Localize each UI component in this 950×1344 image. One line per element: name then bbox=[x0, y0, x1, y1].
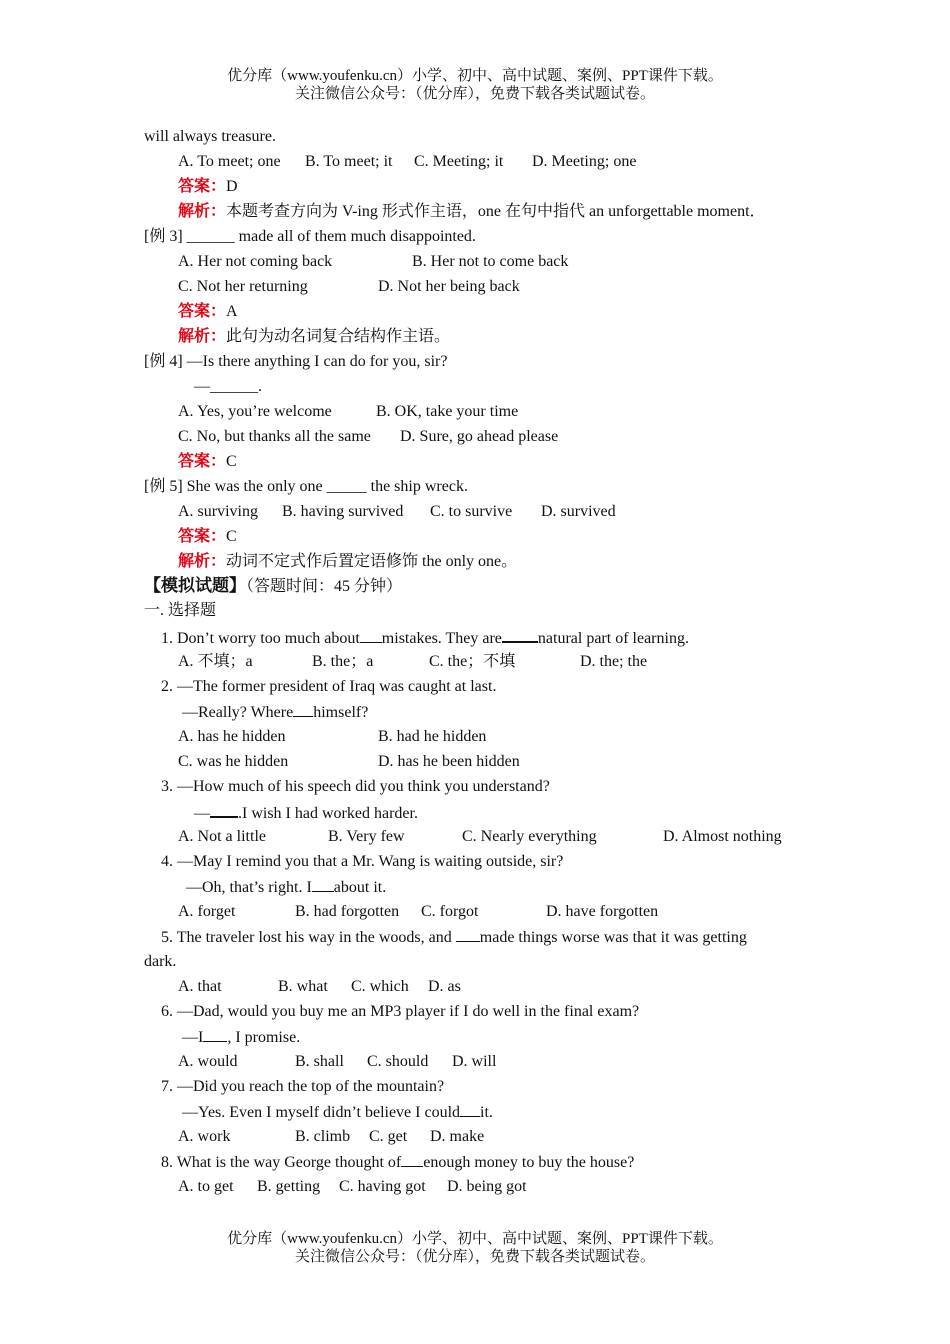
question-5-continuation: dark. bbox=[144, 953, 177, 970]
option-a: A. To meet; one bbox=[178, 153, 281, 170]
blank bbox=[293, 702, 313, 717]
answer-value: C bbox=[226, 453, 237, 470]
answer-value: A bbox=[226, 303, 238, 320]
blank bbox=[203, 1027, 227, 1042]
option-b: B. climb bbox=[295, 1128, 351, 1145]
analysis-text: 此句为动名词复合结构作主语。 bbox=[226, 328, 451, 345]
option-c: C. Meeting; it bbox=[414, 153, 504, 170]
example-4-question: [例 4] —Is there anything I can do for you, sir? bbox=[144, 353, 448, 370]
option-a: A. Yes, you’re welcome bbox=[178, 403, 332, 420]
blank bbox=[210, 802, 238, 818]
option-b: B. OK, take your time bbox=[376, 403, 519, 420]
option-d: D. has he been hidden bbox=[378, 753, 520, 770]
analysis-text: 本题考查方向为 V-ing 形式作主语，one 在句中指代 an unforgettable moment． bbox=[226, 203, 766, 220]
stem-part: himself? bbox=[313, 704, 369, 721]
blank bbox=[401, 1152, 423, 1167]
option-a: A. would bbox=[178, 1053, 238, 1070]
example-3-analysis bbox=[178, 327, 450, 347]
page-header bbox=[0, 67, 950, 103]
stem-part: , I promise. bbox=[227, 1029, 301, 1046]
option-b: B. shall bbox=[295, 1053, 344, 1070]
option-c: C. the；不填 bbox=[429, 653, 516, 670]
example-3-question: [例 3] ______ made all of them much disappointed. bbox=[144, 228, 476, 245]
stem-part: 5. The traveler lost his way in the woods, and bbox=[161, 929, 456, 946]
option-c: C. Nearly everything bbox=[462, 828, 597, 845]
stem-part: natural part of learning. bbox=[537, 630, 689, 647]
example-5-answer bbox=[178, 527, 237, 547]
example-3-answer bbox=[178, 302, 238, 322]
stem-part: —Oh, that’s right. I bbox=[186, 879, 312, 896]
part-title: 一. 选择题 bbox=[144, 602, 217, 619]
option-a: A. to get bbox=[178, 1178, 234, 1195]
stem-part: .I wish I had worked harder. bbox=[238, 805, 418, 822]
blank bbox=[502, 627, 538, 643]
option-c: C. forgot bbox=[421, 903, 479, 920]
option-c: C. was he hidden bbox=[178, 753, 289, 770]
stem-part: made things worse was that it was getting bbox=[479, 929, 747, 946]
stem-part: about it. bbox=[333, 879, 387, 896]
section-subtitle: （答题时间：45 分钟） bbox=[246, 578, 403, 595]
option-d: D. Almost nothing bbox=[663, 828, 782, 845]
blank bbox=[456, 927, 480, 942]
option-c: C. Not her returning bbox=[178, 278, 308, 295]
question-7-reply bbox=[182, 1102, 493, 1123]
example-5-question: [例 5] She was the only one _____ the ship wreck. bbox=[144, 478, 468, 495]
option-d: D. Not her being back bbox=[378, 278, 520, 295]
stem-part: —Really? Where bbox=[182, 704, 294, 721]
option-a: A. forget bbox=[178, 903, 236, 920]
answer-label: 答案： bbox=[178, 453, 227, 470]
option-b: B. having survived bbox=[282, 503, 404, 520]
example-5-analysis bbox=[178, 552, 517, 572]
stem-part: 1. Don’t worry too much about bbox=[161, 630, 360, 647]
option-b: B. Her not to come back bbox=[412, 253, 569, 270]
option-a: A. Not a little bbox=[178, 828, 266, 845]
option-c: C. which bbox=[351, 978, 409, 995]
option-c: C. No, but thanks all the same bbox=[178, 428, 371, 445]
option-a: A. work bbox=[178, 1128, 231, 1145]
stem-part: —Yes. Even I myself didn’t believe I could bbox=[182, 1104, 461, 1121]
question-4-stem: 4. —May I remind you that a Mr. Wang is waiting outside, sir? bbox=[161, 853, 564, 870]
footer-line-1: 优分库（www.youfenku.cn）小学、初中、高中试题、案例、PPT课件下载。 bbox=[227, 1231, 723, 1247]
option-d: D. make bbox=[430, 1128, 485, 1145]
analysis-text: 动词不定式作后置定语修饰 the only one。 bbox=[226, 553, 518, 570]
example-2-options bbox=[178, 152, 637, 172]
option-b: B. had he hidden bbox=[378, 728, 487, 745]
question-3-stem: 3. —How much of his speech did you think you understand? bbox=[161, 778, 550, 795]
example-2-tail: will always treasure. bbox=[144, 128, 276, 145]
option-a: A. surviving bbox=[178, 503, 258, 520]
stem-part: 8. What is the way George thought of bbox=[161, 1154, 402, 1171]
option-b: B. To meet; it bbox=[305, 153, 393, 170]
question-5-stem bbox=[161, 927, 747, 948]
stem-part: —I bbox=[182, 1029, 204, 1046]
answer-value: D bbox=[226, 178, 238, 195]
option-b: B. had forgotten bbox=[295, 903, 400, 920]
header-line-1: 优分库（www.youfenku.cn）小学、初中、高中试题、案例、PPT课件下载。 bbox=[227, 68, 723, 84]
option-b: B. what bbox=[278, 978, 328, 995]
option-d: D. survived bbox=[541, 503, 616, 520]
question-6-reply bbox=[182, 1027, 300, 1048]
option-a: A. Her not coming back bbox=[178, 253, 333, 270]
option-d: D. have forgotten bbox=[546, 903, 659, 920]
question-2-stem: 2. —The former president of Iraq was caught at last. bbox=[161, 678, 497, 695]
option-d: D. being got bbox=[447, 1178, 527, 1195]
question-1-stem bbox=[161, 627, 689, 649]
option-c: C. to survive bbox=[430, 503, 513, 520]
question-4-reply bbox=[186, 877, 386, 898]
option-d: D. as bbox=[428, 978, 461, 995]
page-footer bbox=[0, 1230, 950, 1266]
stem-part: enough money to buy the house? bbox=[423, 1154, 635, 1171]
blank bbox=[360, 628, 382, 643]
option-d: D. the; the bbox=[580, 653, 648, 670]
question-2-reply bbox=[182, 702, 368, 723]
option-b: B. getting bbox=[257, 1178, 321, 1195]
option-d: D. Sure, go ahead please bbox=[400, 428, 559, 445]
analysis-label: 解析： bbox=[178, 203, 227, 220]
answer-label: 答案： bbox=[178, 303, 227, 320]
option-a: A. 不填；a bbox=[178, 653, 253, 670]
footer-line-2: 关注微信公众号：（优分库），免费下载各类试题试卷。 bbox=[294, 1249, 655, 1265]
option-c: C. should bbox=[367, 1053, 429, 1070]
example-2-answer bbox=[178, 177, 238, 197]
stem-part: — bbox=[194, 805, 210, 822]
analysis-label: 解析： bbox=[178, 553, 227, 570]
option-a: A. has he hidden bbox=[178, 728, 286, 745]
header-line-2: 关注微信公众号：（优分库），免费下载各类试题试卷。 bbox=[294, 86, 655, 102]
question-3-reply bbox=[194, 802, 418, 824]
question-8-stem bbox=[161, 1152, 634, 1173]
analysis-label: 解析： bbox=[178, 328, 227, 345]
answer-value: C bbox=[226, 528, 237, 545]
question-6-stem: 6. —Dad, would you buy me an MP3 player if I do well in the final exam? bbox=[161, 1003, 640, 1020]
blank bbox=[460, 1102, 480, 1117]
example-4-reply: —______. bbox=[194, 378, 262, 395]
question-7-stem: 7. —Did you reach the top of the mountain? bbox=[161, 1078, 445, 1095]
option-c: C. having got bbox=[339, 1178, 426, 1195]
option-b: B. Very few bbox=[328, 828, 405, 845]
option-d: D. Meeting; one bbox=[532, 153, 637, 170]
example-4-answer bbox=[178, 452, 237, 472]
stem-part: it. bbox=[480, 1104, 493, 1121]
section-heading bbox=[144, 576, 402, 597]
option-d: D. will bbox=[452, 1053, 497, 1070]
answer-label: 答案： bbox=[178, 178, 227, 195]
option-b: B. the；a bbox=[312, 653, 374, 670]
stem-part: mistakes. They are bbox=[381, 630, 502, 647]
example-2-analysis bbox=[178, 202, 766, 222]
blank bbox=[312, 877, 334, 892]
section-title: 【模拟试题】 bbox=[144, 576, 246, 595]
option-c: C. get bbox=[369, 1128, 408, 1145]
option-a: A. that bbox=[178, 978, 222, 995]
answer-label: 答案： bbox=[178, 528, 227, 545]
